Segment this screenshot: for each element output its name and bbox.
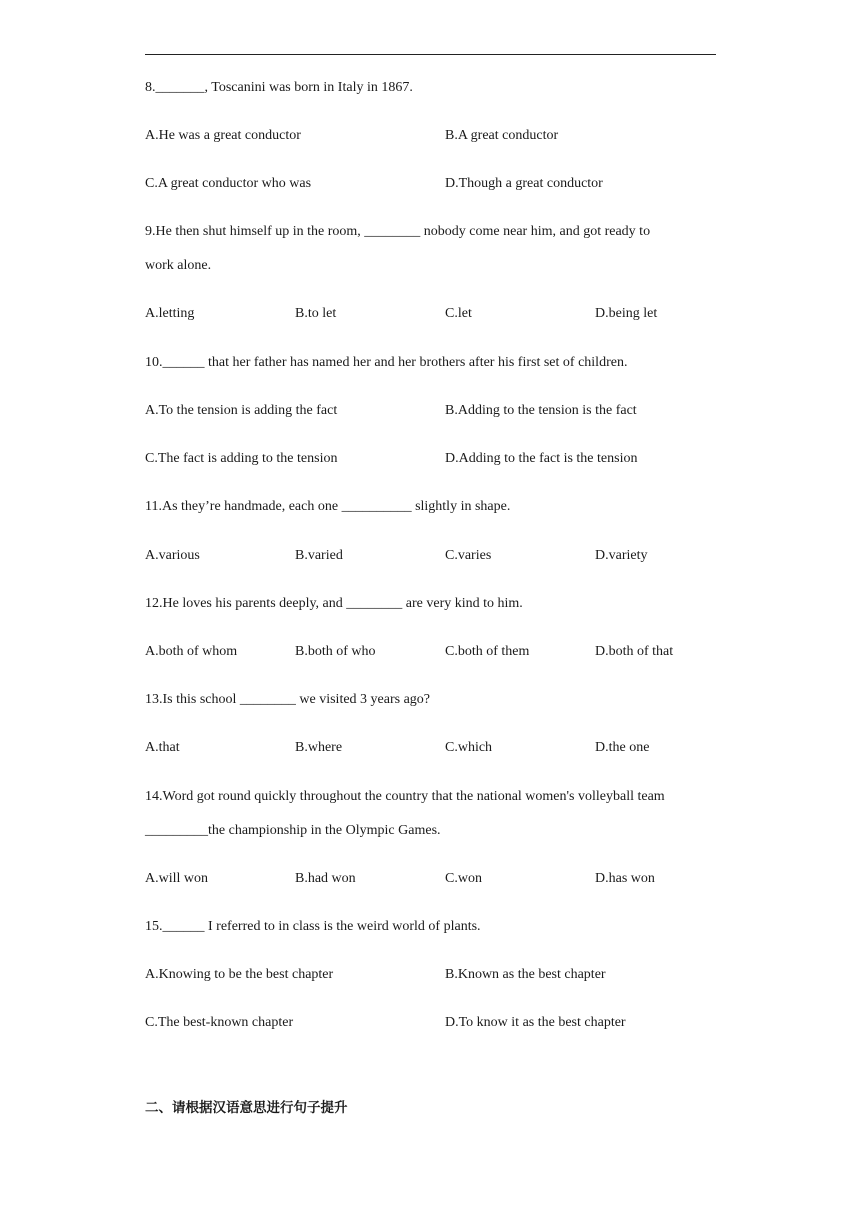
question-stem: 15.______ I referred to in class is the weird world of plants. (145, 919, 481, 934)
section-heading: 二、请根据汉语意思进行句子提升 (145, 1100, 348, 1116)
option-d: D.has won (595, 871, 655, 886)
question-stem-continued: _________the championship in the Olympic Games. (145, 823, 441, 838)
option-b: B.had won (295, 871, 356, 886)
option-a: A.To the tension is adding the fact (145, 403, 338, 418)
option-a: A.both of whom (145, 644, 238, 659)
option-d: D.variety (595, 548, 648, 563)
header-rule (145, 54, 716, 55)
option-b: B.Adding to the tension is the fact (445, 403, 637, 418)
option-d: D.both of that (595, 644, 674, 659)
option-b: B.A great conductor (445, 128, 559, 143)
option-b: B.to let (295, 306, 337, 321)
option-d: D.To know it as the best chapter (445, 1015, 626, 1030)
option-b: B.where (295, 740, 343, 755)
option-d: D.the one (595, 740, 650, 755)
option-a: A.will won (145, 871, 208, 886)
option-c: C.A great conductor who was (145, 176, 312, 191)
option-c: C.which (445, 740, 493, 755)
option-c: C.The fact is adding to the tension (145, 451, 338, 466)
question-stem: 8._______, Toscanini was born in Italy in 1867. (145, 80, 413, 95)
option-d: D.Though a great conductor (445, 176, 603, 191)
option-c: C.both of them (445, 644, 530, 659)
option-c: C.The best-known chapter (145, 1015, 294, 1030)
option-b: B.Known as the best chapter (445, 967, 606, 982)
question-stem: 11.As they’re handmade, each one __________ slightly in shape. (145, 499, 511, 514)
option-b: B.varied (295, 548, 343, 563)
option-a: A.letting (145, 306, 195, 321)
option-a: A.Knowing to be the best chapter (145, 967, 334, 982)
question-stem: 12.He loves his parents deeply, and ________ are very kind to him. (145, 596, 523, 611)
option-a: A.He was a great conductor (145, 128, 301, 143)
option-b: B.both of who (295, 644, 376, 659)
option-c: C.won (445, 871, 482, 886)
option-d: D.Adding to the fact is the tension (445, 451, 638, 466)
option-a: A.various (145, 548, 200, 563)
option-c: C.let (445, 306, 472, 321)
option-c: C.varies (445, 548, 492, 563)
question-stem: 9.He then shut himself up in the room, ________ nobody come near him, and got ready to (145, 224, 651, 239)
option-a: A.that (145, 740, 180, 755)
option-d: D.being let (595, 306, 658, 321)
question-stem: 14.Word got round quickly throughout the country that the national women's volleyball team (145, 789, 665, 804)
question-stem-continued: work alone. (145, 258, 212, 273)
question-stem: 10.______ that her father has named her and her brothers after his first set of children. (145, 355, 628, 370)
question-stem: 13.Is this school ________ we visited 3 years ago? (145, 692, 431, 707)
